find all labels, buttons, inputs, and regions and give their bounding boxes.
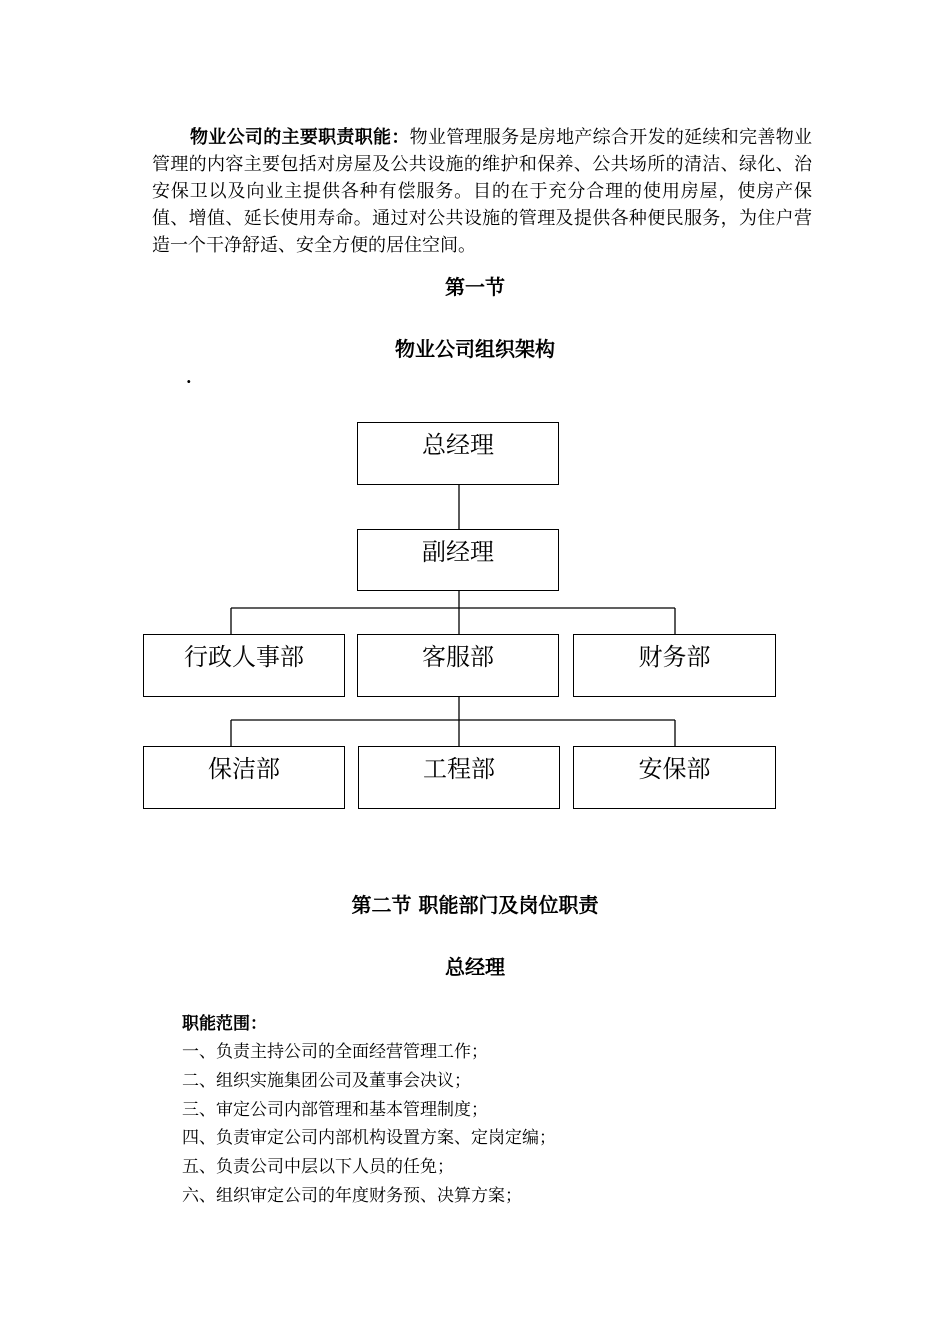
duty-item: 二、组织实施集团公司及董事会决议； bbox=[182, 1070, 471, 1091]
org-box-security: 安保部 bbox=[573, 746, 776, 809]
intro-body: 物业管理服务是房地产综合开发的延续和完善物业管理的内容主要包括对房屋及公共设施的维护和保养、公共场所的清洁、绿化、治安保卫以及向业主提供各种有偿服务。目的在于充分合理的使用房屋，使房产保值、增值、延长使用寿命。通过对公共设施的管理及提供各种便民服务，为住户营造一个干净舒适、安全方便的居住空间。 bbox=[152, 127, 813, 256]
scope-title: 职能范围： bbox=[182, 1014, 267, 1034]
org-box-customer-service: 客服部 bbox=[357, 634, 559, 697]
org-box-admin-hr: 行政人事部 bbox=[143, 634, 345, 697]
org-box-finance: 财务部 bbox=[573, 634, 776, 697]
bullet-dot: · bbox=[186, 372, 192, 391]
section2-subtitle: 总经理 bbox=[445, 955, 505, 979]
org-box-general-manager: 总经理 bbox=[357, 422, 559, 485]
duty-item: 四、负责审定公司内部机构设置方案、定岗定编； bbox=[182, 1128, 556, 1149]
section2-title: 第二节 职能部门及岗位职责 bbox=[351, 893, 599, 917]
duty-item: 三、审定公司内部管理和基本管理制度； bbox=[182, 1099, 488, 1120]
intro-paragraph bbox=[152, 124, 812, 259]
org-box-engineering: 工程部 bbox=[358, 746, 560, 809]
section1-title: 物业公司组织架构 bbox=[395, 337, 555, 361]
org-box-deputy-manager: 副经理 bbox=[357, 529, 559, 591]
section1-label: 第一节 bbox=[445, 275, 505, 299]
scope-block bbox=[182, 1010, 822, 1211]
org-box-cleaning: 保洁部 bbox=[143, 746, 345, 809]
duty-item: 五、负责公司中层以下人员的任免； bbox=[182, 1157, 454, 1178]
duties-list bbox=[182, 1038, 822, 1211]
duty-item: 一、负责主持公司的全面经营管理工作； bbox=[182, 1042, 488, 1062]
duty-item: 六、组织审定公司的年度财务预、决算方案； bbox=[182, 1185, 522, 1206]
intro-lead: 物业公司的主要职责职能： bbox=[190, 127, 410, 148]
